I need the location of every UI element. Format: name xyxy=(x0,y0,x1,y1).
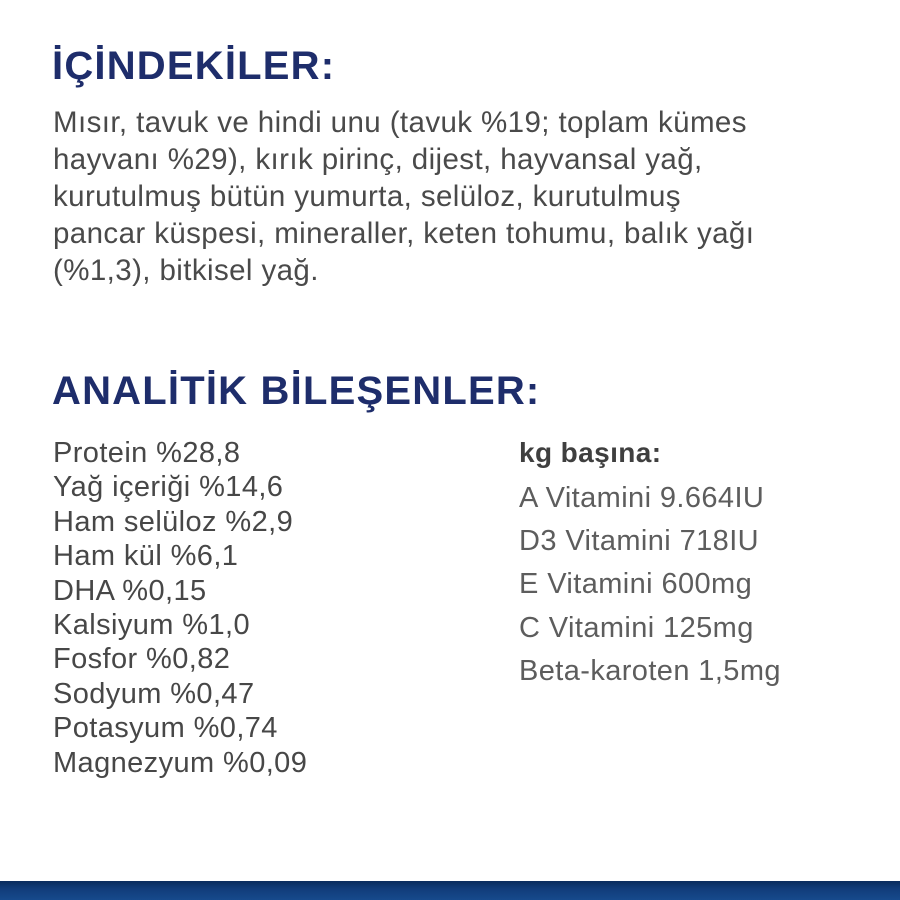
nutrient-item: DHA %0,15 xyxy=(53,574,207,607)
per-kg-column xyxy=(519,436,870,780)
nutrient-item: Fosfor %0,82 xyxy=(53,643,231,676)
nutrient-item: Magnezyum %0,09 xyxy=(53,746,308,779)
footer-accent-bar xyxy=(0,881,900,900)
nutrient-list xyxy=(53,436,519,780)
vitamin-item: Beta-karoten 1,5mg xyxy=(519,654,781,687)
ingredients-line: Mısır, tavuk ve hindi unu (tavuk %19; toplam kümes xyxy=(53,106,747,139)
per-kg-heading: kg başına: xyxy=(519,437,662,468)
nutrient-item: Ham kül %6,1 xyxy=(53,540,239,573)
nutrient-item: Yağ içeriği %14,6 xyxy=(53,471,284,504)
vitamin-item: D3 Vitamini 718IU xyxy=(519,525,759,558)
nutrient-item: Potasyum %0,74 xyxy=(53,712,278,745)
vitamin-item: A Vitamini 9.664IU xyxy=(519,482,765,514)
ingredients-text xyxy=(53,104,754,289)
nutrient-item: Ham selüloz %2,9 xyxy=(53,505,294,538)
analytical-components-section xyxy=(53,436,870,780)
nutrient-item: Sodyum %0,47 xyxy=(53,677,255,710)
ingredients-line: (%1,3), bitkisel yağ. xyxy=(53,254,319,287)
nutrient-item: Protein %28,8 xyxy=(53,437,241,469)
nutrient-item: Kalsiyum %1,0 xyxy=(53,609,250,642)
vitamin-item: C Vitamini 125mg xyxy=(519,611,754,644)
vitamin-list xyxy=(519,477,870,693)
ingredients-heading: İÇİNDEKİLER: xyxy=(52,44,336,88)
ingredients-line: hayvanı %29), kırık pirinç, dijest, hayvansal yağ, xyxy=(53,143,703,176)
ingredients-line: kurutulmuş bütün yumurta, selüloz, kurutulmuş xyxy=(53,180,681,213)
ingredients-line: pancar küspesi, mineraller, keten tohumu, balık yağı xyxy=(53,217,755,250)
analytical-components-heading: ANALİTİK BİLEŞENLER: xyxy=(52,369,541,413)
vitamin-item: E Vitamini 600mg xyxy=(519,568,753,601)
